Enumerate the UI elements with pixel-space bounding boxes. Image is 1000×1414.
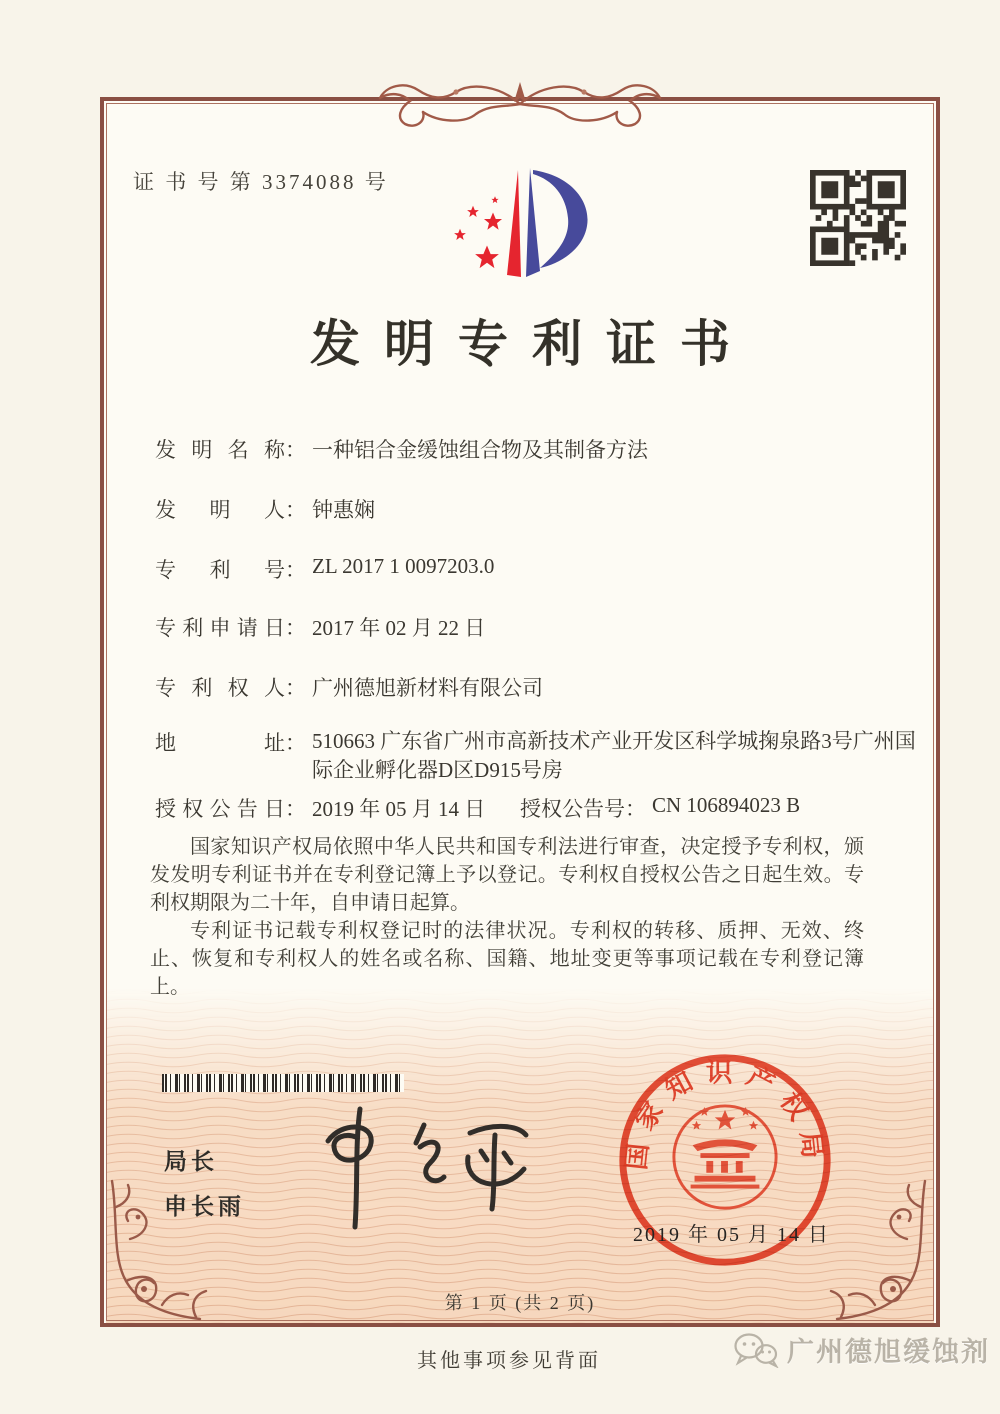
cnipa-logo-icon bbox=[447, 158, 607, 290]
field-label: 地址 bbox=[155, 731, 285, 755]
field-colon: ： bbox=[285, 616, 306, 640]
field-value: CN 106894023 B bbox=[652, 793, 801, 817]
flourish-top-center bbox=[372, 74, 668, 134]
watermark-text: 广州德旭缓蚀剂 bbox=[787, 1337, 990, 1367]
field-colon: ： bbox=[625, 797, 646, 821]
field-value: 一种铝合金缓蚀组合物及其制备方法 bbox=[312, 438, 648, 462]
field-value: 510663 广东省广州市高新技术产业开发区科学城掬泉路3号广州国际企业孵化器D区D915号房 bbox=[312, 729, 916, 782]
field-label: 专利号 bbox=[155, 558, 285, 582]
certificate-number: 证 书 号 第 3374088 号 bbox=[133, 170, 389, 194]
field-row-grant-number bbox=[520, 793, 800, 823]
signature-handwriting bbox=[298, 1095, 558, 1235]
field-colon: ： bbox=[285, 498, 306, 522]
commissioner-title: 局长 bbox=[164, 1148, 218, 1174]
field-label: 专利申请日 bbox=[155, 616, 285, 640]
field-row-invention-name bbox=[155, 434, 648, 464]
field-value: 2017 年 02 月 22 日 bbox=[312, 616, 486, 640]
field-row-grant-date bbox=[155, 793, 485, 823]
field-row-inventor bbox=[155, 494, 375, 524]
legal-paragraph-1: 国家知识产权局依照中华人民共和国专利法进行审查，决定授予专利权，颁发发明专利证书并在专利登记簿上予以登记。专利权自授权公告之日起生效。专利权期限为二十年，自申请日起算。 bbox=[150, 836, 864, 914]
qr-code-icon bbox=[810, 170, 906, 266]
field-row-address bbox=[155, 727, 926, 785]
field-colon: ： bbox=[285, 438, 306, 462]
commissioner-name: 申长雨 bbox=[164, 1193, 245, 1219]
field-row-patent-number bbox=[155, 554, 494, 584]
field-row-patentee bbox=[155, 672, 543, 702]
field-colon: ： bbox=[285, 731, 306, 755]
field-colon: ： bbox=[285, 676, 306, 700]
field-value: 广州德旭新材料有限公司 bbox=[312, 676, 543, 700]
barcode-icon bbox=[162, 1074, 404, 1092]
field-label: 发明名称 bbox=[155, 438, 285, 462]
field-label: 专利权人 bbox=[155, 676, 285, 700]
wechat-icon bbox=[733, 1332, 779, 1368]
national-emblem-icon bbox=[674, 1106, 776, 1208]
certificate-title: 发明专利证书 bbox=[310, 316, 754, 372]
field-label: 授权公告日 bbox=[155, 797, 285, 821]
field-label: 发明人 bbox=[155, 498, 285, 522]
flourish-bottom-left bbox=[104, 1177, 209, 1325]
seal-date: 2019 年 05 月 14 日 bbox=[633, 1224, 830, 1246]
flourish-bottom-right bbox=[828, 1177, 933, 1325]
legal-paragraph-2: 专利证书记载专利权登记时的法律状况。专利权的转移、质押、无效、终止、恢复和专利权人的姓名或名称、国籍、地址变更等事项记载在专利登记簿上。 bbox=[150, 920, 864, 998]
field-row-filing-date bbox=[155, 612, 485, 642]
back-note: 其他事项参见背面 bbox=[417, 1350, 601, 1372]
field-label: 授权公告号 bbox=[520, 797, 625, 821]
field-colon: ： bbox=[285, 558, 306, 582]
field-value: 2019 年 05 月 14 日 bbox=[312, 797, 486, 821]
seal-org-text: 国家知识产权局 bbox=[620, 1057, 830, 1172]
wechat-watermark bbox=[733, 1330, 990, 1369]
field-value: ZL 2017 1 0097203.0 bbox=[312, 554, 495, 578]
legal-text-block bbox=[150, 833, 864, 1001]
page-number: 第 1 页 (共 2 页) bbox=[444, 1293, 596, 1313]
field-colon: ： bbox=[285, 797, 306, 821]
field-value: 钟惠娴 bbox=[312, 498, 375, 522]
